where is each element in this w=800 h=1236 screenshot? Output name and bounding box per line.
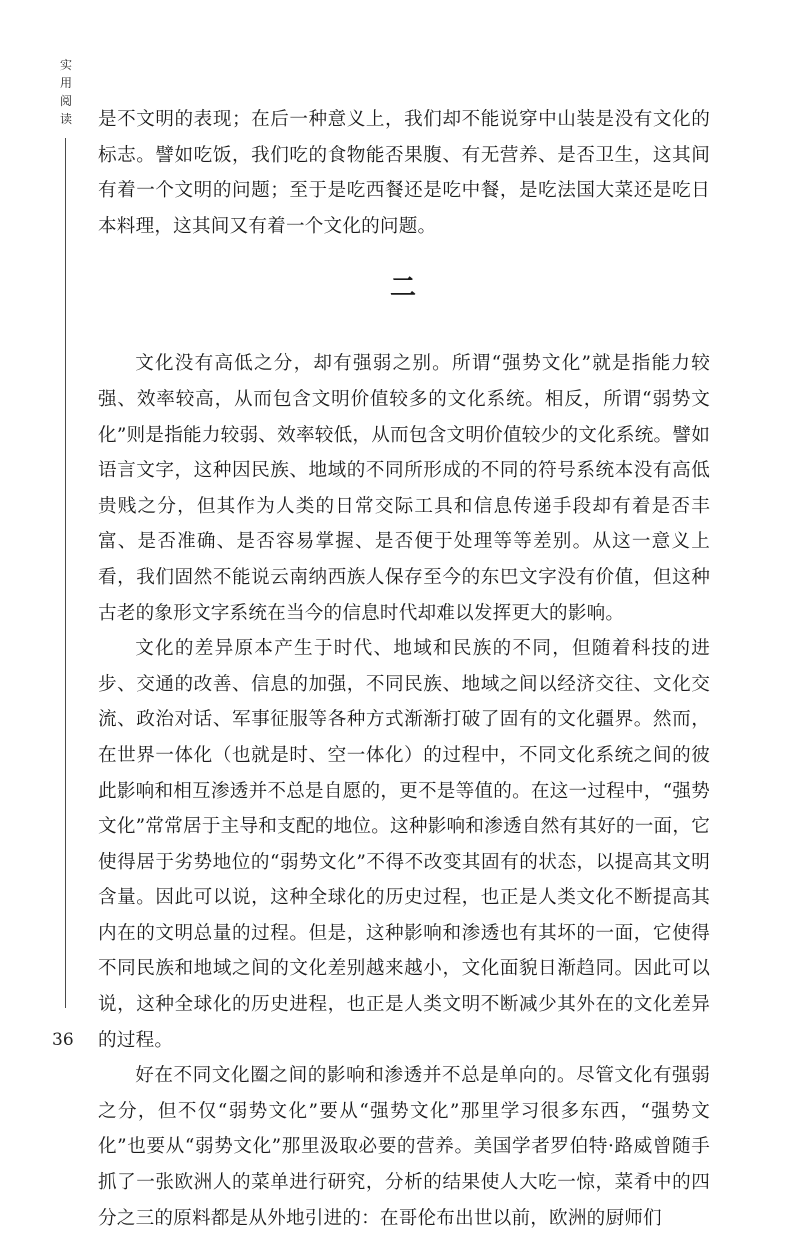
page-number: 36 [52, 1030, 74, 1050]
margin-rule [65, 138, 66, 1008]
paragraph-continued: 是不文明的表现；在后一种意义上，我们却不能说穿中山装是没有文化的标志。譬如吃饭，我们吃的食物能否果腹、有无营养、是否卫生，这其间有着一个文明的问题；至于是吃西餐还是吃中餐，是吃法国大菜还是吃日本料理，这其间又有着一个文化的问题。 [98, 109, 710, 237]
paragraph: 好在不同文化圈之间的影响和渗透并不总是单向的。尽管文化有强弱之分，但不仅“弱势文化”要从“强势文化”那里学习很多东西，“强势文化”也要从“弱势文化”那里汲取必要的营养。美国学者罗伯特·路威曾随手抓了一张欧洲人的菜单进行研究，分析的结果使人大吃一惊，菜肴中的四分之三的原料都是从外地引进的：在哥伦布出世以前，欧洲的厨师们 [98, 1065, 710, 1229]
paragraph: 文化的差异原本产生于时代、地域和民族的不同，但随着科技的进步、交通的改善、信息的加强，不同民族、地域之间以经济交往、文化交流、政治对话、军事征服等各种方式渐渐打破了固有的文化疆界。然而，在世界一体化（也就是时、空一体化）的过程中，不同文化系统之间的彼此影响和相互渗透并不总是自愿的，更不是等值的。在这一过程中，“强势文化”常常居于主导和支配的地位。这种影响和渗透自然有其好的一面，它使得居于劣势地位的“弱势文化”不得不改变其固有的状态，以提高其文明含量。因此可以说，这种全球化的历史过程，也正是人类文化不断提高其内在的文明总量的过程。但是，这种影响和渗透也有其坏的一面，它使得不同民族和地域之间的文化差别越来越小，文化面貌日渐趋同。因此可以说，这种全球化的历史进程，也正是人类文明不断减少其外在的文化差异的过程。 [98, 638, 710, 1051]
running-head-char: 实 [59, 58, 72, 72]
page-body [98, 102, 710, 1236]
section-heading: 二 [389, 273, 418, 304]
running-head-char: 用 [59, 76, 72, 90]
running-head-char: 读 [59, 112, 72, 126]
paragraph: 文化没有高低之分，却有强弱之别。所谓“强势文化”就是指能力较强、效率较高，从而包含文明价值较多的文化系统。相反，所谓“弱势文化”则是指能力较弱、效率较低，从而包含文明价值较少的文化系统。譬如语言文字，这种因民族、地域的不同所形成的不同的符号系统本没有高低贵贱之分，但其作为人类的日常交际工具和信息传递手段却有着是否丰富、是否准确、是否容易掌握、是否便于处理等等差别。从这一意义上看，我们固然不能说云南纳西族人保存至今的东巴文字没有价值，但这种古老的象形文字系统在当今的信息时代却难以发挥更大的影响。 [98, 353, 710, 624]
running-head-char: 阅 [59, 94, 72, 108]
running-head [58, 56, 74, 128]
